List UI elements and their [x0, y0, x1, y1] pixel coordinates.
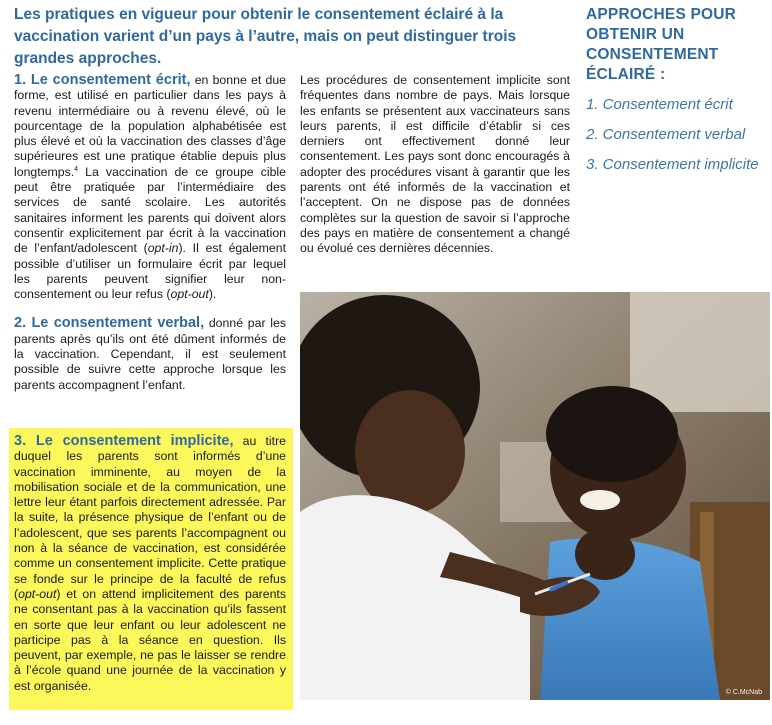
opt-out-term-2: opt-out [18, 586, 57, 601]
section-verbal-text: donné par les parents après qu’ils ont été dûment informés de la vaccination. Cependant, il est seulement possible de suivre cette approche lorsque les parents accompagnent l’enfant. [14, 316, 286, 392]
sidebar-item-implicit: 3. Consentement implicite [586, 156, 759, 173]
section-verbal-heading: 2. Le consentement verbal, [14, 315, 205, 332]
section-written-text-c: ). Il est également possible d’utiliser un formulaire écrit par lequel les parents peuvent signifier leur non-consentement ou leur refus ( [14, 241, 286, 302]
section-written-text-a: en bonne et due forme, est utilisé en particulier dans les pays à revenu intermédiaire ou à revenu élevé, où le pourcentage de la population alphabétisée est plus élevé et où la vaccination des classes d’âge supérieures est une pratique établie depuis plus longtemps. [14, 73, 286, 179]
photo-credit: © C.McNab [725, 689, 762, 696]
section-verbal-consent [14, 316, 286, 392]
section-written-heading: 1. Le consentement écrit, [14, 72, 191, 88]
implicit-consent-box [14, 434, 286, 708]
sidebar-box [586, 5, 768, 185]
sidebar-title: APPROCHES POUR OBTENIR UN CONSENTEMENT ÉCLAIRÉ : [586, 6, 737, 83]
section-implicit-consent [14, 434, 286, 694]
section-written-text-b: La vaccination de ce groupe cible peut être pratiquée par l’intermédiaire des services de santé scolaire. Les autorités sanitaires informent les parents qui doivent alors consentir explicitement par écrit à la vaccination de l’enfant/adolescent ( [14, 164, 286, 256]
left-column [14, 73, 286, 407]
opt-out-term: opt-out [170, 287, 209, 302]
section-written-text-d: ). [208, 287, 217, 302]
sidebar-item-written: 1. Consentement écrit [586, 96, 733, 113]
intro-heading: Les pratiques en vigueur pour obtenir le consentement éclairé à la vaccination varient d’un pays à l’autre, mais on peut distinguer trois grandes approches. [14, 6, 517, 67]
opt-in-term: opt-in [147, 241, 179, 256]
footnote-marker: 4 [74, 165, 79, 173]
section-implicit-heading: 3. Le consentement implicite, [14, 433, 234, 449]
section-implicit-text-a: au titre duquel les parents sont informés d’une vaccination imminente, au moyen de la mobilisation sociale et de la communication, une lettre leur étant parfois directement adressée. Par la suite, la présence physique de l’enfant ou de l’adolescent, que ses parents l’accompagnent ou non à la séance de vaccination, est considérée comme un consentement implicite. Cette pratique se fonde sur le principe de la faculté de refus ( [14, 434, 287, 601]
photo-illustration [300, 292, 770, 700]
column2-paragraph: Les procédures de consentement implicite sont fréquentes dans nombre de pays. Mais lorsque les enfants se présentent aux vaccinateurs sans leurs parents, il est difficile d’établir si ces derniers ont effectivement donné leur consentement. Les pays sont donc encouragés à adopter des procédures visant à garantir que les parents ont été informés de la vaccination et l’acceptent. On ne dispose pas de données complètes sur la question de savoir si l’approche des pays en matière de consentement a changé ou évolué ces dernières décennies. [300, 73, 570, 256]
section-implicit-text-b: ) et on attend implicitement des parents ne consentant pas à la vaccination qu’ils fassent en sorte que leur enfant ou leur adolescent ne participe pas à la séance en question. Ils peuvent, par exemple, ne pas le laisser se rendre à l’école quand une journée de la vaccination y est organisée. [14, 586, 286, 693]
sidebar-list [586, 95, 768, 175]
right-column [300, 73, 570, 271]
vaccination-photo [300, 292, 770, 700]
sidebar-item-verbal: 2. Consentement verbal [586, 126, 746, 143]
section-written-consent [14, 73, 286, 302]
